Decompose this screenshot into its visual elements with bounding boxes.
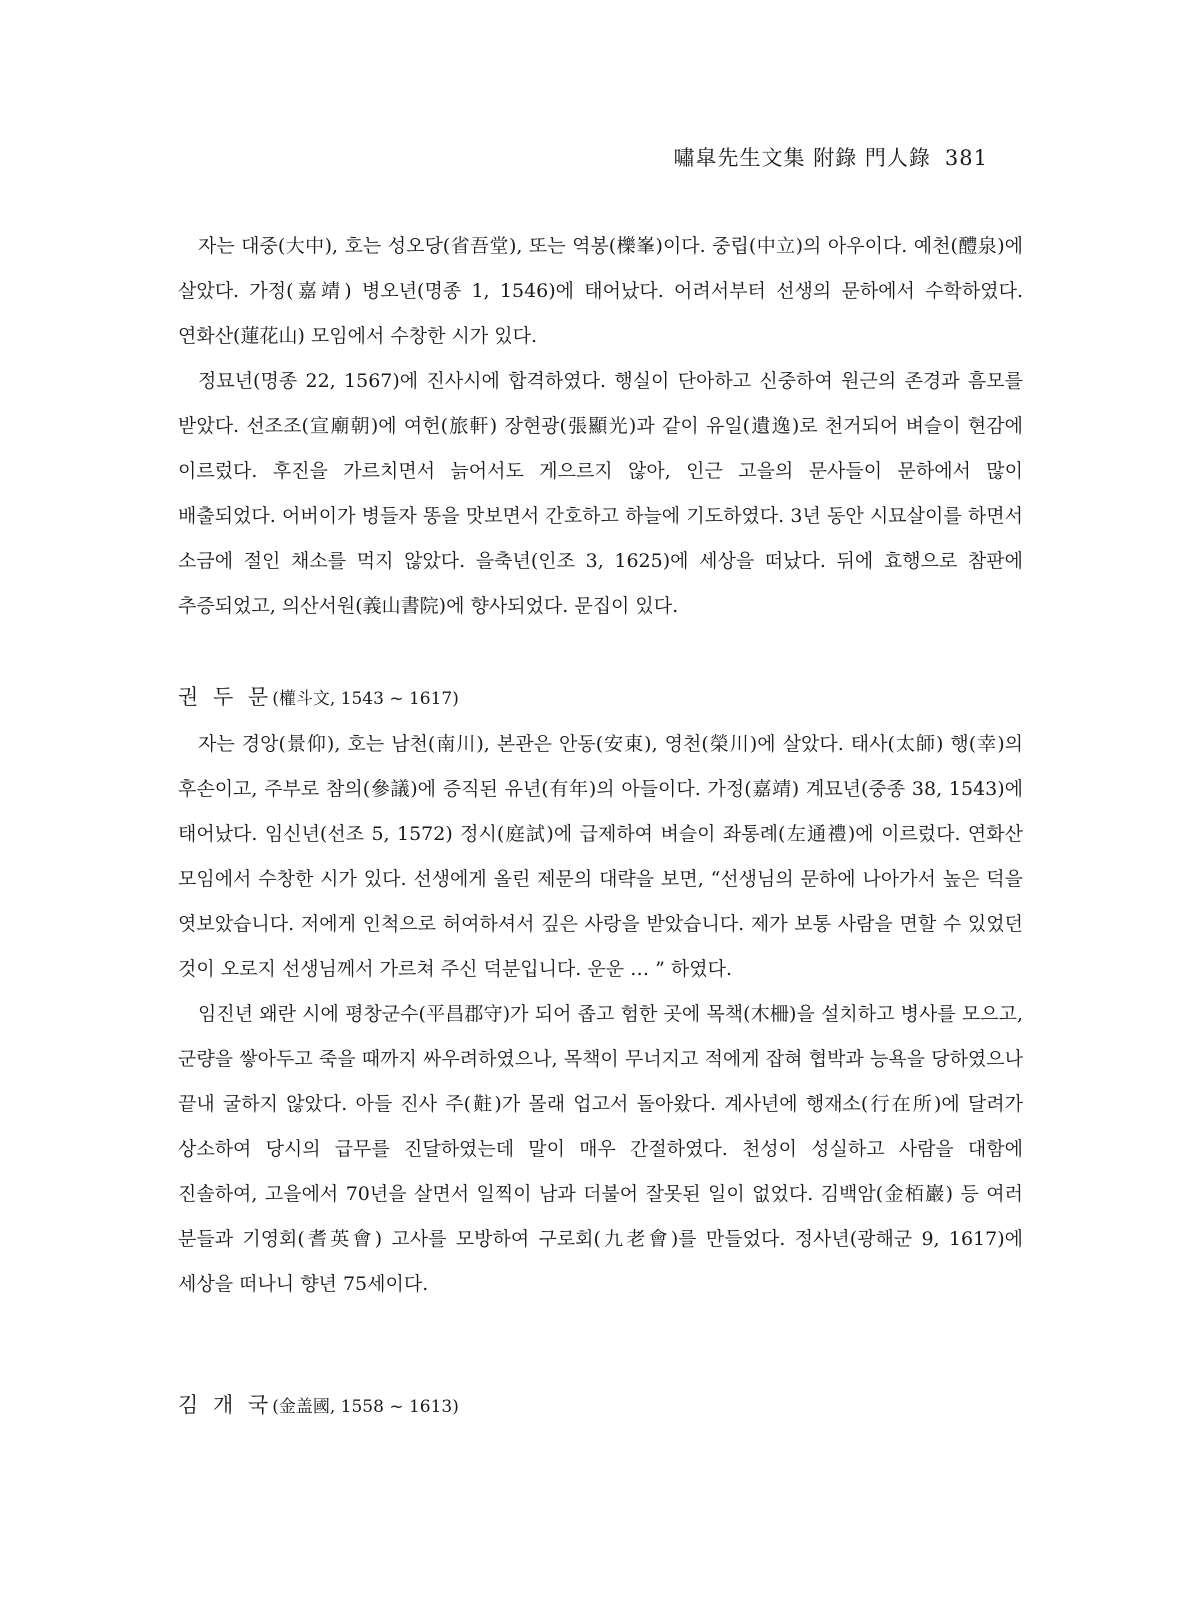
entry-continued	[178, 224, 1023, 629]
person-details: (金盖國, 1558 ~ 1613)	[272, 1397, 459, 1417]
paragraph: 임진년 왜란 시에 평창군수(平昌郡守)가 되어 좁고 험한 곳에 목책(木柵)을 설치하고 병사를 모으고, 군량을 쌓아두고 죽을 때까지 싸우려하였으나, 목책이 무너지고 적에게 잡혀 협박과 능욕을 당하였으나 끝내 굴하지 않았다. 아들 진사 주(黈)가 몰래 업고서 돌아왔다. 계사년에 행재소(行在所)에 달려가 상소하여 당시의 급무를 진달하였는데 말이 매우 간절하였다. 천성이 성실하고 사람을 대함에 진솔하여, 고을에서 70년을 살면서 일찍이 남과 더불어 잘못된 일이 없었다. 김백암(金栢巖) 등 여러 분들과 기영회(耆英會) 고사를 모방하여 구로회(九老會)를 만들었다. 정사년(광해군 9, 1617)에 세상을 떠나니 향년 75세이다.	[178, 1003, 1023, 1295]
page-number: 381	[944, 146, 988, 170]
book-title: 嘯皐先生文集 附錄 門人錄	[673, 146, 931, 170]
entry-kim-gaeguk	[178, 1383, 1023, 1430]
paragraph: 정묘년(명종 22, 1567)에 진사시에 합격하였다. 행실이 단아하고 신중하여 원근의 존경과 흠모를 받았다. 선조조(宣廟朝)에 여헌(旅軒) 장현광(張顯光)과 같이 유일(遺逸)로 천거되어 벼슬이 현감에 이르렀다. 후진을 가르치면서 늙어서도 게으르지 않아, 인근 고을의 문사들이 문하에서 많이 배출되었다. 어버이가 병들자 똥을 맛보면서 간호하고 하늘에 기도하였다. 3년 동안 시묘살이를 하면서 소금에 절인 채소를 먹지 않았다. 을축년(인조 3, 1625)에 세상을 떠났다. 뒤에 효행으로 참판에 추증되었고, 의산서원(義山書院)에 향사되었다. 문집이 있다.	[178, 370, 1023, 617]
person-details: (權斗文, 1543 ~ 1617)	[272, 689, 459, 709]
person-name: 권 두 문	[178, 685, 273, 709]
entry-heading	[178, 1383, 1023, 1430]
entry-heading	[178, 675, 1023, 722]
entry-kwon-dumun	[178, 675, 1023, 1307]
paragraph: 자는 대중(大中), 호는 성오당(省吾堂), 또는 역봉(櫟峯)이다. 중립(中立)의 아우이다. 예천(醴泉)에 살았다. 가정(嘉靖) 병오년(명종 1, 1546)에 태어났다. 어려서부터 선생의 문하에서 수학하였다. 연화산(蓮花山) 모임에서 수창한 시가 있다.	[178, 235, 1023, 347]
page-body	[178, 224, 1023, 1430]
paragraph: 자는 경앙(景仰), 호는 남천(南川), 본관은 안동(安東), 영천(榮川)에 살았다. 태사(太師) 행(幸)의 후손이고, 주부로 참의(參議)에 증직된 유년(有年)의 아들이다. 가정(嘉靖) 계묘년(중종 38, 1543)에 태어났다. 임신년(선조 5, 1572) 정시(庭試)에 급제하여 벼슬이 좌통례(左通禮)에 이르렀다. 연화산 모임에서 수창한 시가 있다. 선생에게 올린 제문의 대략을 보면, “선생님의 문하에 나아가서 높은 덕을 엿보았습니다. 저에게 인척으로 허여하셔서 깊은 사랑을 받았습니다. 제가 보통 사람을 면할 수 있었던 것이 오로지 선생님께서 가르쳐 주신 덕분입니다. 운운 … ” 하였다.	[178, 733, 1023, 980]
running-header	[674, 142, 988, 172]
person-name: 김 개 국	[178, 1393, 273, 1417]
